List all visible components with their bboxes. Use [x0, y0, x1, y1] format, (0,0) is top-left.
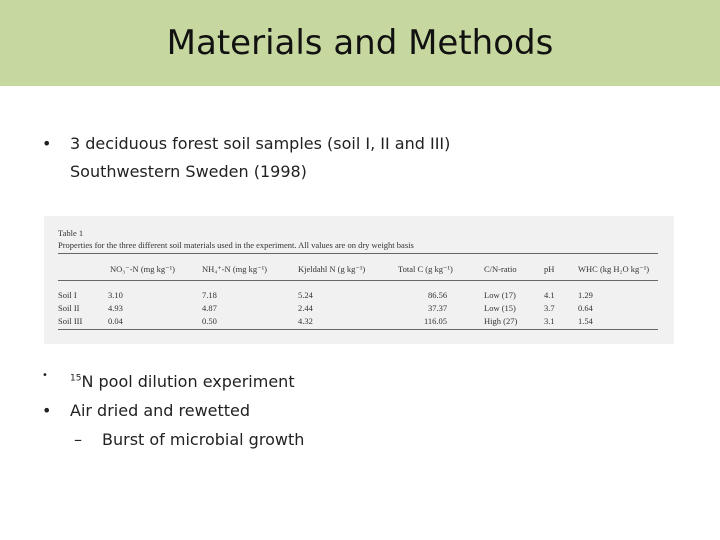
bullet-marker: •: [42, 134, 52, 153]
table-cell: 1.54: [578, 316, 593, 326]
table-image: [44, 216, 674, 344]
table-rule-header: [58, 280, 658, 281]
table-cell: 4.1: [544, 290, 555, 300]
col-header-whc: WHC (kg H₂O kg⁻¹): [578, 264, 650, 274]
table-cell: 2.44: [298, 303, 313, 313]
table-cell: 5.24: [298, 290, 313, 300]
slide-title: Materials and Methods: [166, 23, 554, 63]
table-cell: Low (17): [484, 290, 516, 300]
table-cell: 37.37: [428, 303, 448, 313]
table-rule-bottom: [58, 329, 658, 330]
table-cell: 3.7: [544, 303, 555, 313]
table-cell: 3.10: [108, 290, 123, 300]
table-caption: Table 1: [58, 228, 84, 238]
table-cell: 86.56: [428, 290, 448, 300]
row-name: Soil I: [58, 290, 77, 300]
col-header-cn-ratio: C/N-ratio: [484, 264, 517, 274]
isotope-superscript: 15: [70, 373, 82, 384]
table-cell: 116.05: [424, 316, 448, 326]
sub-bullet-marker: –: [74, 430, 82, 449]
col-header-nh4: NH₄⁺-N (mg kg⁻¹): [202, 264, 268, 274]
table-cell: Low (15): [484, 303, 516, 313]
table-cell: 4.87: [202, 303, 217, 313]
table-cell: 1.29: [578, 290, 593, 300]
table-cell: 4.93: [108, 303, 123, 313]
table-cell: 4.32: [298, 316, 313, 326]
bullet-text-continued: Southwestern Sweden (1998): [70, 162, 307, 181]
col-header-ph: pH: [544, 264, 555, 274]
table-cell: 7.18: [202, 290, 217, 300]
table-cell: 0.04: [108, 316, 123, 326]
col-header-no3: NO₃⁻-N (mg kg⁻¹): [110, 264, 176, 274]
table-subtitle: Properties for the three different soil materials used in the experiment. All values are on dry weight basis: [58, 240, 414, 250]
col-header-kjeldahl: Kjeldahl N (g kg⁻¹): [298, 264, 366, 274]
sub-bullet-text: Burst of microbial growth: [102, 430, 305, 449]
title-bar: [0, 0, 720, 86]
bullet-text: N pool dilution experiment: [81, 372, 295, 391]
table-cell: 0.50: [202, 316, 217, 326]
col-header-total-c: Total C (g kg⁻¹): [398, 264, 453, 274]
table-cell: 0.64: [578, 303, 593, 313]
bullet-marker: •: [42, 401, 52, 420]
table-cell: 3.1: [544, 316, 555, 326]
bullet-text: Air dried and rewetted: [70, 401, 251, 420]
table-rule-top: [58, 253, 658, 254]
row-name: Soil II: [58, 303, 80, 313]
row-name: Soil III: [58, 316, 83, 326]
table-cell: High (27): [484, 316, 518, 326]
bullet-text: 3 deciduous forest soil samples (soil I, II and III): [70, 134, 451, 153]
bullet-marker: •: [42, 370, 48, 381]
